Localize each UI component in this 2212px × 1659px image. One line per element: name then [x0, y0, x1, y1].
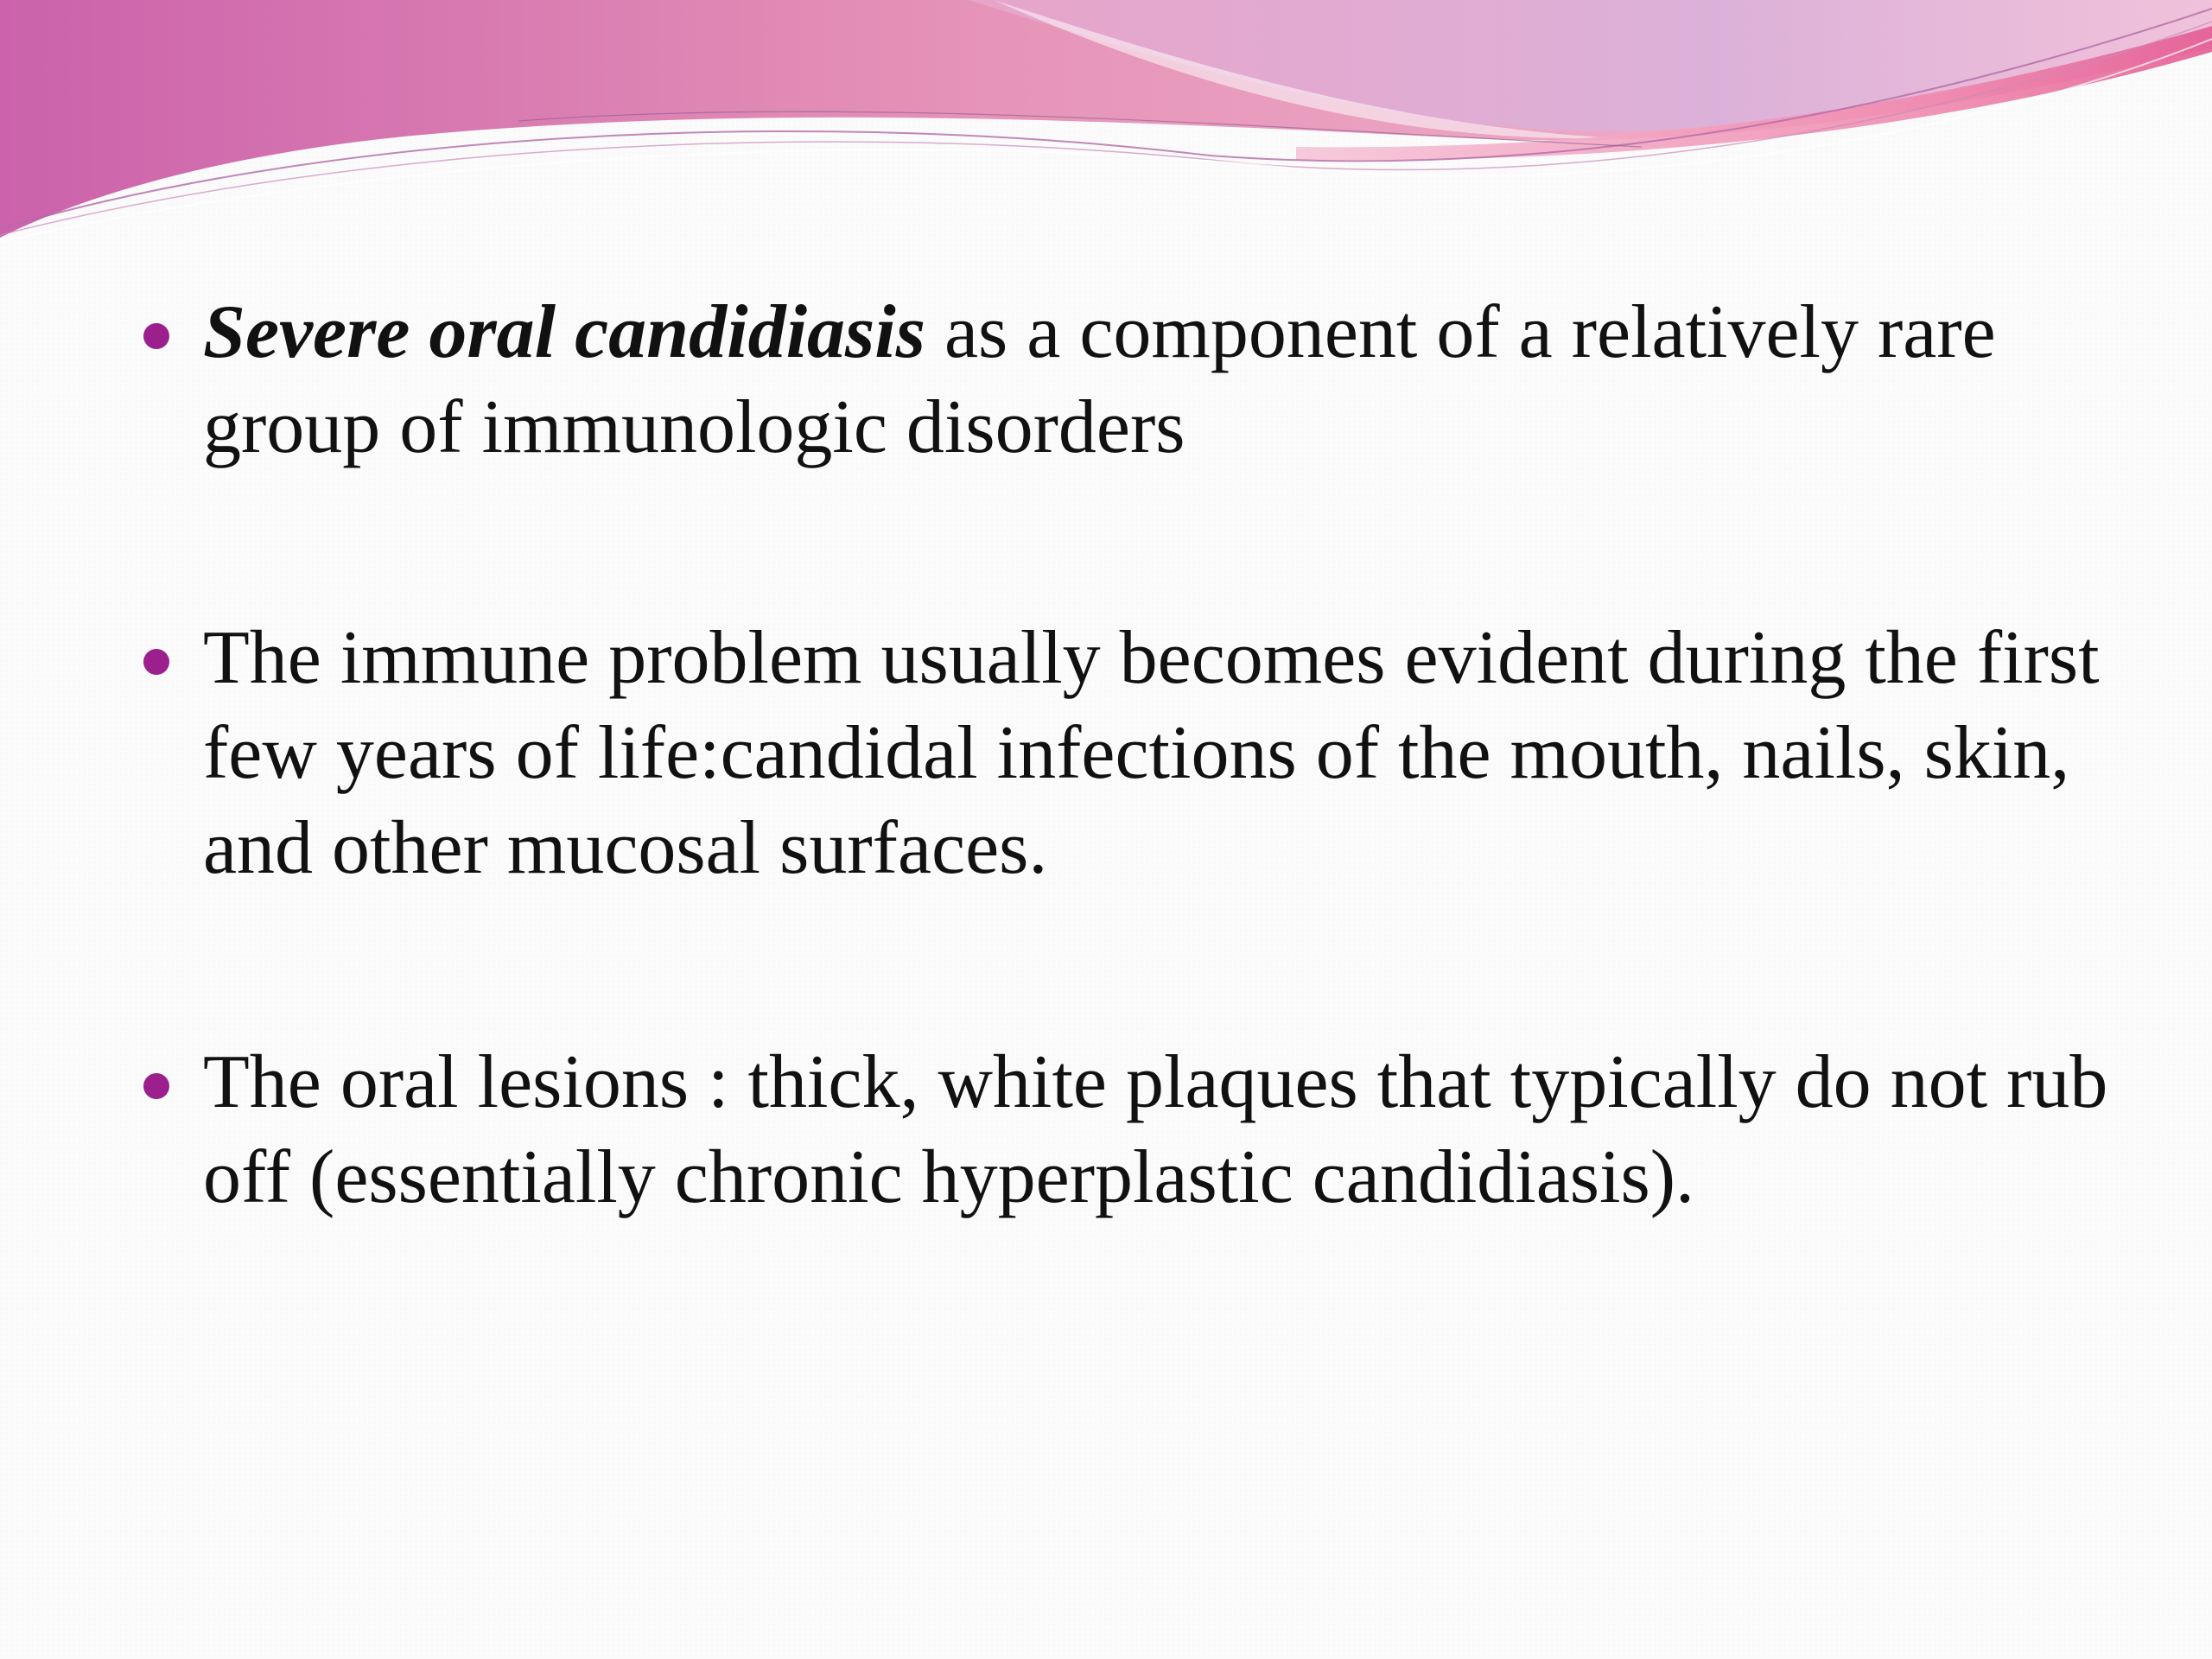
bullet-dot-icon	[143, 323, 169, 349]
bullet-text: The oral lesions : thick, white plaques that typically do not rub off (essentially chronic hyperplastic candidiasis).	[203, 1040, 2108, 1219]
bullet-item-immune-problem	[138, 611, 2126, 896]
bullet-item-oral-lesions	[138, 1035, 2126, 1225]
bullet-dot-icon	[143, 649, 169, 675]
bullet-text: as a component of a relatively rare group of immunologic disorders	[203, 290, 1996, 469]
bullet-text: The immune problem usually becomes evident during the first few years of life:candidal infections of the mouth, nails, skin, and other mucosal surfaces.	[203, 616, 2100, 890]
bullet-item-severe-oral-candidiasis	[138, 285, 2126, 475]
bullet-dot-icon	[143, 1073, 169, 1099]
bullet-list	[138, 285, 2126, 1225]
bullet-lead-text: Severe oral candidiasis	[203, 290, 925, 374]
header-wave-decoration	[0, 0, 2212, 259]
